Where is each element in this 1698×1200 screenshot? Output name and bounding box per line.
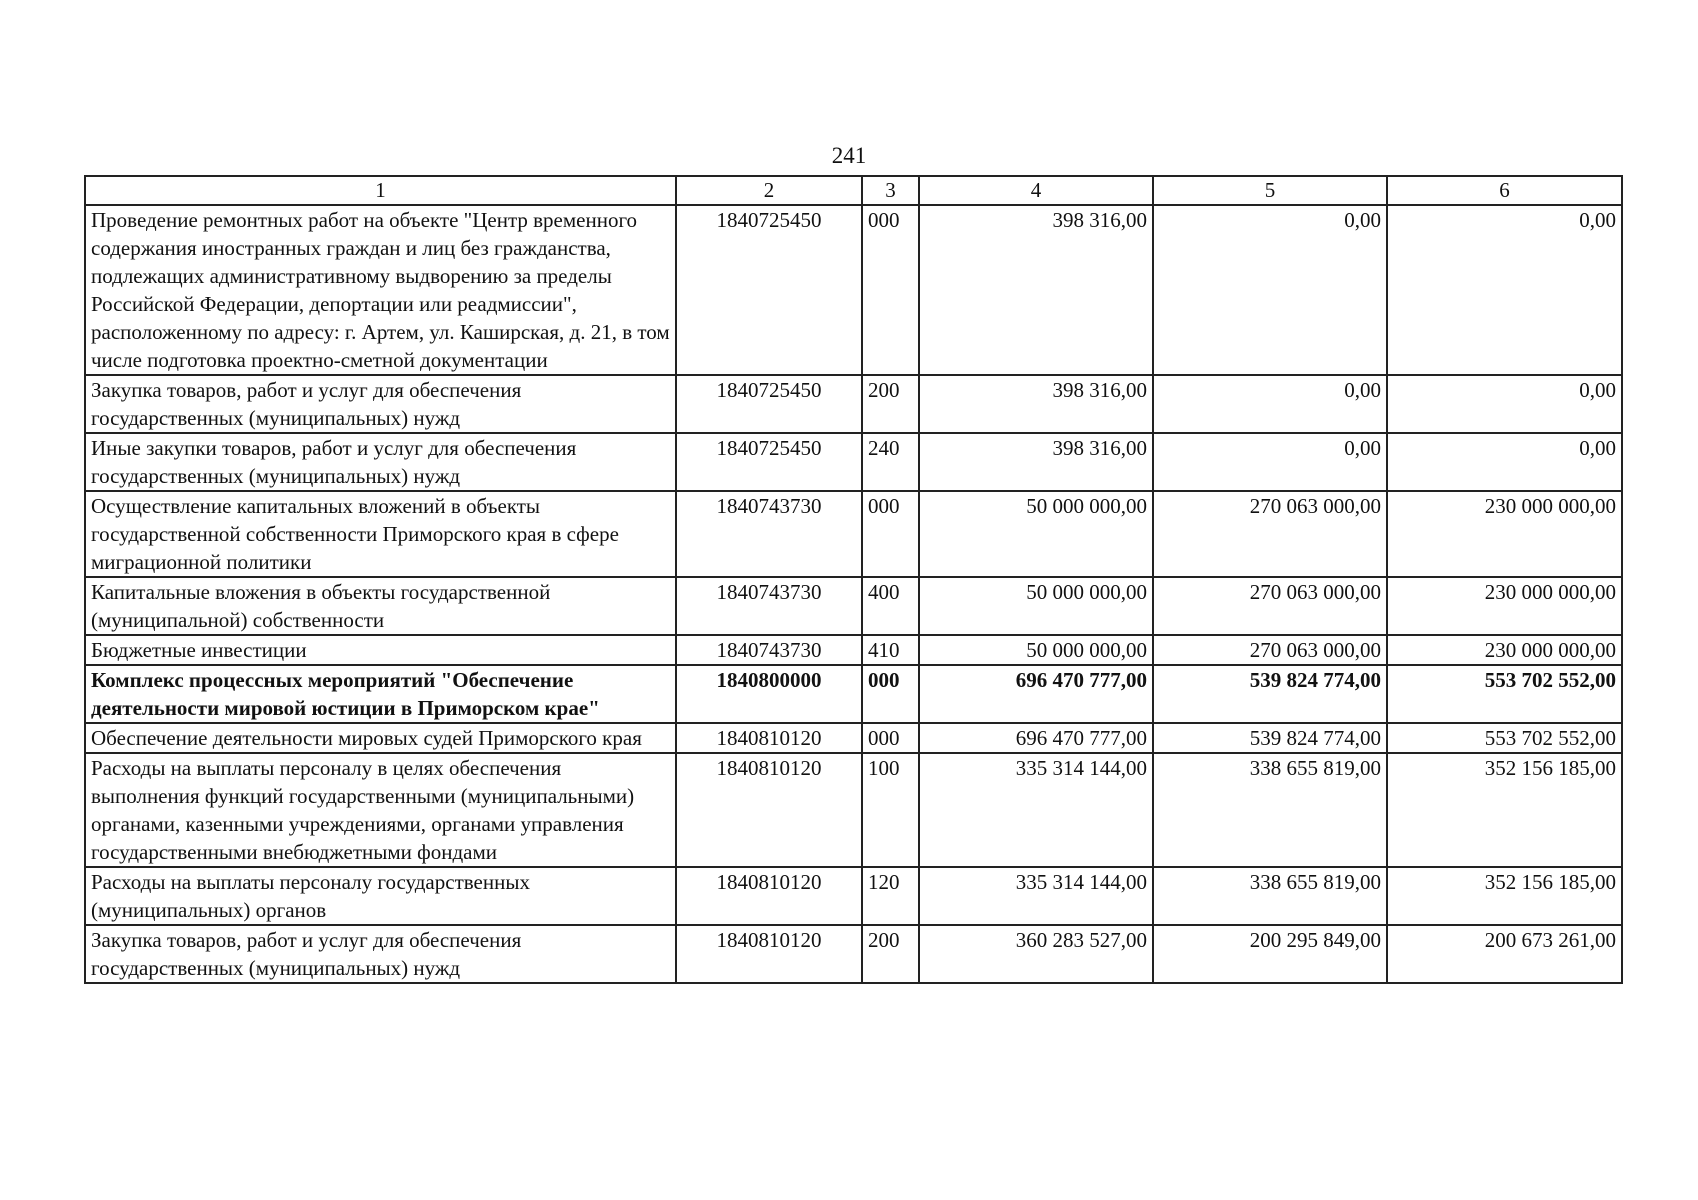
expense-type-cell: 240 <box>862 433 919 491</box>
amount-year-3-cell: 0,00 <box>1387 205 1622 375</box>
expense-type-cell: 200 <box>862 925 919 983</box>
expense-name-cell: Капитальные вложения в объекты государственной (муниципальной) собственности <box>85 577 676 635</box>
table-row <box>85 753 1622 867</box>
expense-name-cell: Бюджетные инвестиции <box>85 635 676 665</box>
amount-year-3-cell: 352 156 185,00 <box>1387 753 1622 867</box>
target-code-cell: 1840810120 <box>676 867 862 925</box>
column-header: 1 <box>85 176 676 205</box>
table-row <box>85 577 1622 635</box>
amount-year-2-cell: 338 655 819,00 <box>1153 753 1387 867</box>
target-code-cell: 1840725450 <box>676 375 862 433</box>
page-number: 241 <box>831 143 867 168</box>
amount-year-2-cell: 539 824 774,00 <box>1153 665 1387 723</box>
amount-year-1-cell: 696 470 777,00 <box>919 723 1153 753</box>
expense-type-cell: 200 <box>862 375 919 433</box>
expense-type-cell: 000 <box>862 491 919 577</box>
target-code-cell: 1840743730 <box>676 491 862 577</box>
amount-year-1-cell: 50 000 000,00 <box>919 577 1153 635</box>
amount-year-1-cell: 50 000 000,00 <box>919 635 1153 665</box>
expense-name-cell: Осуществление капитальных вложений в объекты государственной собственности Приморского края в сфере миграционной политики <box>85 491 676 577</box>
expense-name-cell: Закупка товаров, работ и услуг для обеспечения государственных (муниципальных) нужд <box>85 375 676 433</box>
table-row <box>85 433 1622 491</box>
expense-name-cell: Комплекс процессных мероприятий "Обеспечение деятельности мировой юстиции в Приморском крае" <box>85 665 676 723</box>
amount-year-2-cell: 539 824 774,00 <box>1153 723 1387 753</box>
target-code-cell: 1840743730 <box>676 635 862 665</box>
amount-year-1-cell: 398 316,00 <box>919 433 1153 491</box>
column-header: 3 <box>862 176 919 205</box>
expense-name-cell: Расходы на выплаты персоналу в целях обеспечения выполнения функций государственными (муниципальными) органами, казенными учреждениями, органами управления государственными внебюджетными фондами <box>85 753 676 867</box>
amount-year-3-cell: 230 000 000,00 <box>1387 577 1622 635</box>
target-code-cell: 1840725450 <box>676 433 862 491</box>
amount-year-3-cell: 230 000 000,00 <box>1387 635 1622 665</box>
target-code-cell: 1840800000 <box>676 665 862 723</box>
amount-year-1-cell: 360 283 527,00 <box>919 925 1153 983</box>
expense-type-cell: 000 <box>862 205 919 375</box>
target-code-cell: 1840810120 <box>676 723 862 753</box>
amount-year-1-cell: 335 314 144,00 <box>919 867 1153 925</box>
amount-year-2-cell: 338 655 819,00 <box>1153 867 1387 925</box>
amount-year-3-cell: 230 000 000,00 <box>1387 491 1622 577</box>
expense-type-cell: 400 <box>862 577 919 635</box>
expense-type-cell: 000 <box>862 665 919 723</box>
amount-year-2-cell: 270 063 000,00 <box>1153 577 1387 635</box>
amount-year-3-cell: 553 702 552,00 <box>1387 723 1622 753</box>
amount-year-1-cell: 335 314 144,00 <box>919 753 1153 867</box>
amount-year-3-cell: 352 156 185,00 <box>1387 867 1622 925</box>
table-row <box>85 867 1622 925</box>
expense-type-cell: 000 <box>862 723 919 753</box>
table-row <box>85 205 1622 375</box>
table-row <box>85 925 1622 983</box>
table-row <box>85 635 1622 665</box>
expense-type-cell: 120 <box>862 867 919 925</box>
expense-name-cell: Иные закупки товаров, работ и услуг для обеспечения государственных (муниципальных) нужд <box>85 433 676 491</box>
table-row <box>85 491 1622 577</box>
amount-year-3-cell: 0,00 <box>1387 375 1622 433</box>
expense-name-cell: Проведение ремонтных работ на объекте "Центр временного содержания иностранных граждан и лиц без гражданства, подлежащих административному выдворению за пределы Российской Федерации, депортации или реадмиссии", расположенному по адресу: г. Артем, ул. Каширская, д. 21, в том числе подготовка проектно-сметной документации <box>85 205 676 375</box>
table-row <box>85 723 1622 753</box>
amount-year-3-cell: 200 673 261,00 <box>1387 925 1622 983</box>
expense-type-cell: 410 <box>862 635 919 665</box>
amount-year-2-cell: 270 063 000,00 <box>1153 491 1387 577</box>
amount-year-2-cell: 0,00 <box>1153 433 1387 491</box>
column-header: 2 <box>676 176 862 205</box>
amount-year-1-cell: 398 316,00 <box>919 205 1153 375</box>
table-row-program-total <box>85 665 1622 723</box>
target-code-cell: 1840743730 <box>676 577 862 635</box>
table-body <box>85 205 1622 983</box>
expense-type-cell: 100 <box>862 753 919 867</box>
amount-year-1-cell: 398 316,00 <box>919 375 1153 433</box>
amount-year-3-cell: 553 702 552,00 <box>1387 665 1622 723</box>
column-header: 4 <box>919 176 1153 205</box>
expense-name-cell: Закупка товаров, работ и услуг для обеспечения государственных (муниципальных) нужд <box>85 925 676 983</box>
target-code-cell: 1840810120 <box>676 925 862 983</box>
amount-year-2-cell: 200 295 849,00 <box>1153 925 1387 983</box>
expense-name-cell: Обеспечение деятельности мировых судей Приморского края <box>85 723 676 753</box>
budget-table <box>84 175 1623 984</box>
amount-year-3-cell: 0,00 <box>1387 433 1622 491</box>
expense-name-cell: Расходы на выплаты персоналу государственных (муниципальных) органов <box>85 867 676 925</box>
column-header: 5 <box>1153 176 1387 205</box>
amount-year-2-cell: 270 063 000,00 <box>1153 635 1387 665</box>
table-row <box>85 375 1622 433</box>
amount-year-1-cell: 696 470 777,00 <box>919 665 1153 723</box>
amount-year-1-cell: 50 000 000,00 <box>919 491 1153 577</box>
target-code-cell: 1840725450 <box>676 205 862 375</box>
amount-year-2-cell: 0,00 <box>1153 205 1387 375</box>
target-code-cell: 1840810120 <box>676 753 862 867</box>
header-row <box>85 176 1622 205</box>
amount-year-2-cell: 0,00 <box>1153 375 1387 433</box>
column-header: 6 <box>1387 176 1622 205</box>
